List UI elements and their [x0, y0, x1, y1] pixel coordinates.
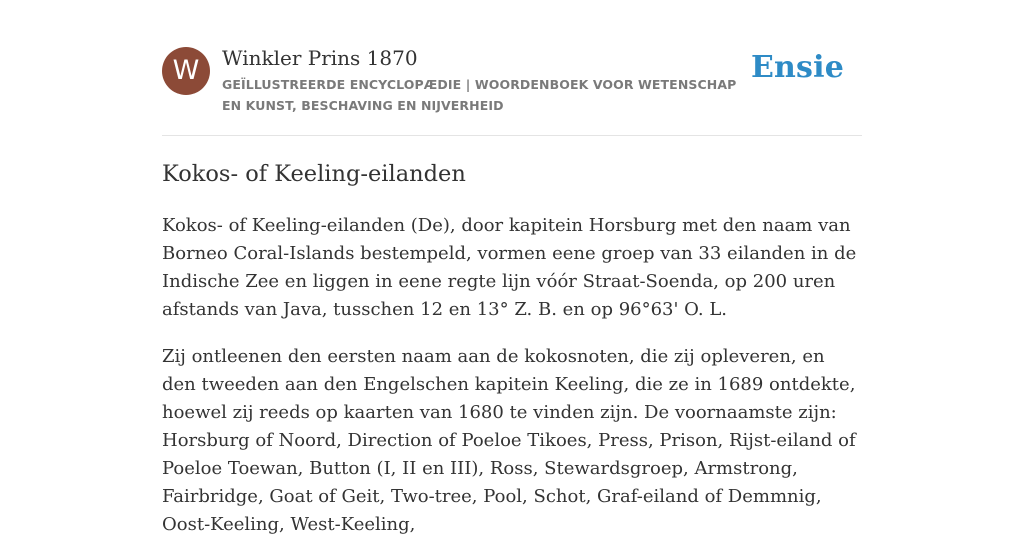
entry-paragraph: Kokos- of Keeling-eilanden (De), door kapitein Horsburg met den naam van Borneo Coral-Islands bestempeld, vormen eene groep van 33 eilanden in de Indische Zee en liggen in eene regte lijn vóór Straat-Soenda, op 200 uren afstands van Java, tusschen 12 en 13° Z. B. en op 96°63' O. L. — [162, 215, 857, 320]
entry-body — [162, 212, 862, 558]
entry-paragraph: Zij ontleenen den eersten naam aan de kokosnoten, die zij opleveren, en den tweeden aan den Engelschen kapitein Keeling, die ze in 1689 ontdekte, hoewel zij reeds op kaarten van 1680 te vinden zijn. De voornaamste zijn: Horsburg of Noord, Direction of Poeloe Tikoes, Press, Prison, Rijst-eiland of Poeloe Toewan, Button (I, II en III), Ross, Stewardsgroep, Armstrong, Fairbridge, Goat of Geit, Two-tree, Pool, Schot, Graf-eiland of Demmnig, Oost-Keeling, West-Keeling, — [162, 346, 856, 535]
source-header — [162, 46, 862, 116]
source-title[interactable]: Winkler Prins 1870 — [222, 46, 418, 70]
source-subtitle: GEÏLLUSTREERDE ENCYCLOPÆDIE | WOORDENBOEK VOOR WETENSCHAP EN KUNST, BESCHAVING EN NIJVERHEID — [222, 77, 737, 113]
header-divider — [162, 135, 862, 136]
source-avatar[interactable]: W — [162, 47, 210, 95]
entry-title: Kokos- of Keeling-eilanden — [162, 161, 466, 187]
ensie-logo-link[interactable]: Ensie — [750, 50, 844, 85]
